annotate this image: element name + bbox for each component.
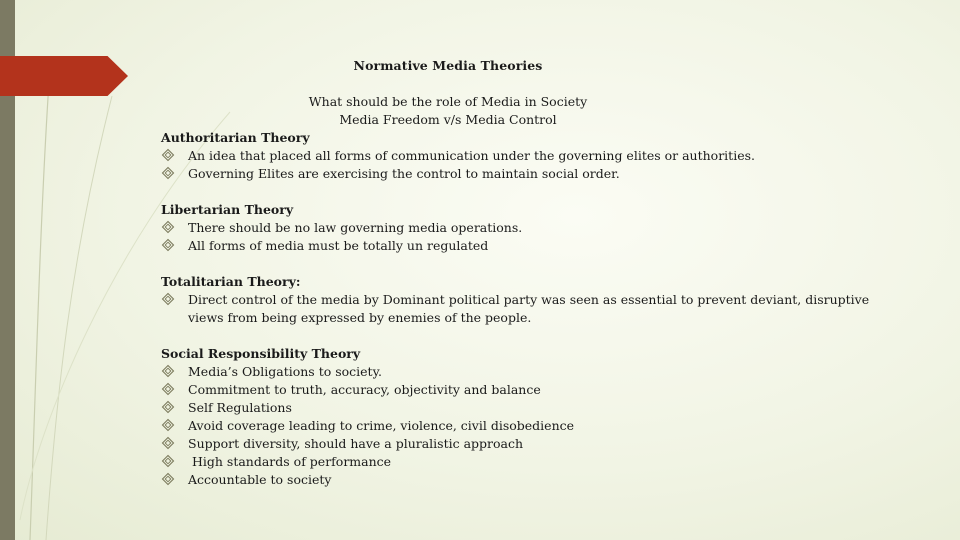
bullet-text: An idea that placed all forms of communication under the governing elites or authorities. (188, 148, 755, 163)
diamond-bullet-icon (161, 454, 175, 468)
bullet-item (161, 453, 881, 471)
bullet-item (161, 219, 881, 237)
bullet-text: Direct control of the media by Dominant political party was seen as essential to prevent deviant, disruptive views from being expressed by enemies of the people. (188, 292, 874, 325)
bullet-text: Accountable to society (188, 472, 332, 487)
diamond-bullet-icon (161, 418, 175, 432)
theory-section (161, 129, 881, 183)
diamond-bullet-icon (161, 400, 175, 414)
diamond-bullet-icon (161, 220, 175, 234)
diamond-bullet-icon (161, 166, 175, 180)
section-heading: Authoritarian Theory (161, 130, 310, 145)
bullet-text: High standards of performance (188, 454, 392, 469)
section-heading: Social Responsibility Theory (161, 346, 361, 361)
subtitle-line: Media Freedom v/s Media Control (339, 112, 557, 127)
deco-line-2 (46, 96, 112, 540)
diamond-bullet-icon (161, 238, 175, 252)
slide-subtitle (0, 93, 896, 129)
bullet-item (161, 381, 881, 399)
slide-title: Normative Media Theories (353, 58, 543, 73)
theory-section (161, 273, 881, 327)
bullet-item (161, 399, 881, 417)
theories-content (161, 129, 881, 507)
diamond-bullet-icon (161, 364, 175, 378)
bullet-text: Media’s Obligations to society. (188, 364, 382, 379)
bullet-text: There should be no law governing media operations. (188, 220, 523, 235)
bullet-item (161, 147, 881, 165)
diamond-bullet-icon (161, 292, 175, 306)
bullet-item (161, 471, 881, 489)
bullet-item (161, 291, 881, 327)
theory-section (161, 345, 881, 489)
bullet-text: Commitment to truth, accuracy, objectivity and balance (188, 382, 541, 397)
bullet-text: Avoid coverage leading to crime, violence, civil disobedience (188, 418, 575, 433)
deco-line-1 (30, 82, 49, 540)
bullet-item (161, 237, 881, 255)
diamond-bullet-icon (161, 472, 175, 486)
bullet-item (161, 165, 881, 183)
bullet-text: All forms of media must be totally un regulated (188, 238, 489, 253)
bullet-item (161, 417, 881, 435)
section-heading: Libertarian Theory (161, 202, 294, 217)
diamond-bullet-icon (161, 148, 175, 162)
theory-section (161, 201, 881, 255)
bullet-item (161, 363, 881, 381)
bullet-text: Governing Elites are exercising the control to maintain social order. (188, 166, 620, 181)
bullet-item (161, 435, 881, 453)
diamond-bullet-icon (161, 436, 175, 450)
section-heading: Totalitarian Theory: (161, 274, 301, 289)
subtitle-line: What should be the role of Media in Society (308, 94, 588, 109)
bullet-text: Self Regulations (188, 400, 292, 415)
bullet-text: Support diversity, should have a pluralistic approach (188, 436, 524, 451)
diamond-bullet-icon (161, 382, 175, 396)
